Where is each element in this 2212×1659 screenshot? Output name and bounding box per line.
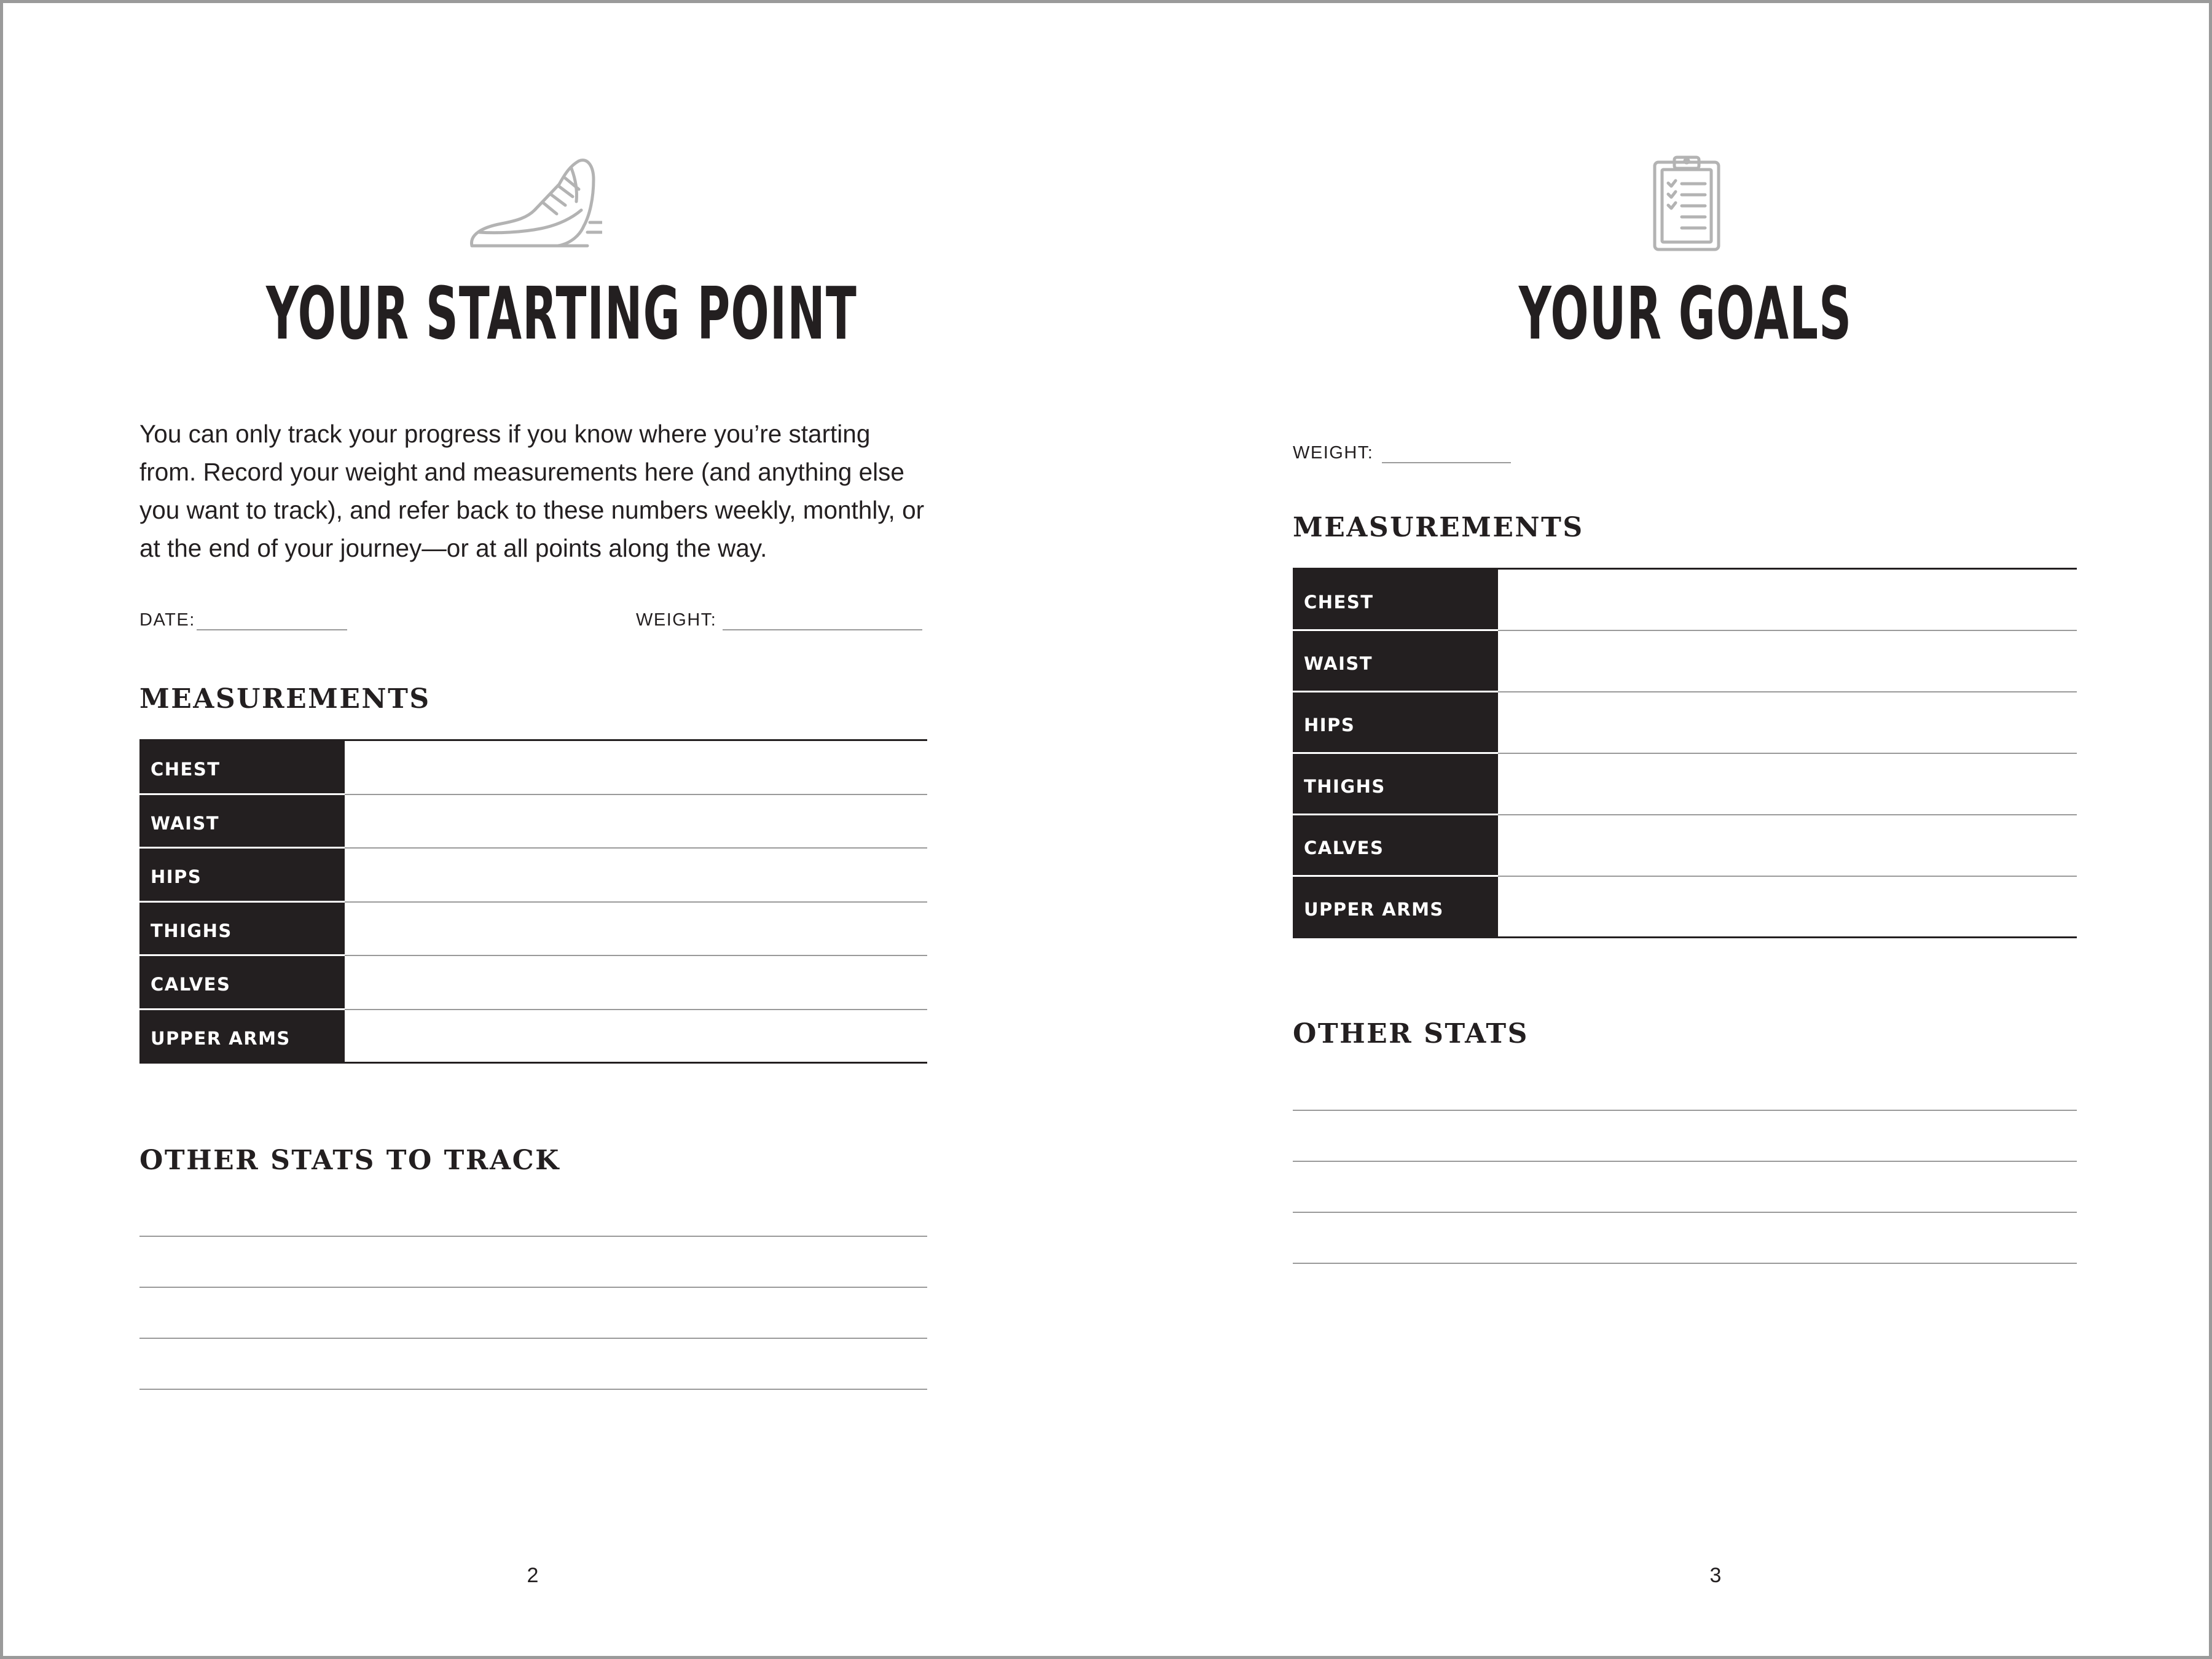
measurement-label: CHEST (139, 741, 345, 795)
measurement-entry-field[interactable] (345, 849, 927, 903)
measurement-entry-field[interactable] (1498, 877, 2077, 938)
measurement-label: CHEST (1293, 570, 1498, 631)
weight-line[interactable] (1382, 446, 1511, 463)
writing-line[interactable] (139, 1237, 927, 1288)
other-stats-lines (1293, 1060, 2077, 1264)
measurement-entry-field[interactable] (1498, 692, 2077, 754)
measurement-label: WAIST (1293, 631, 1498, 692)
measurement-label: HIPS (139, 849, 345, 903)
measurement-entry-field[interactable] (1498, 815, 2077, 877)
measurement-label: UPPER ARMS (1293, 877, 1498, 938)
measurement-row (139, 1010, 927, 1064)
writing-line[interactable] (139, 1339, 927, 1390)
measurement-row (1293, 692, 2077, 754)
measurement-entry-field[interactable] (1498, 631, 2077, 692)
measurement-entry-field[interactable] (345, 903, 927, 957)
left-page (3, 3, 1109, 1656)
page-title: YOUR GOALS (1518, 271, 1853, 356)
measurement-row (1293, 754, 2077, 815)
other-stats-heading: OTHER STATS TO TRACK (139, 1145, 560, 1176)
measurements-table (139, 739, 927, 1064)
other-stats-heading: OTHER STATS (1293, 1018, 1529, 1049)
measurement-row (1293, 877, 2077, 938)
measurement-label: WAIST (139, 795, 345, 849)
weight-label: WEIGHT: (1293, 443, 1374, 463)
sneaker-icon (467, 154, 602, 252)
page-title: YOUR STARTING POINT (266, 271, 857, 356)
measurement-row (139, 849, 927, 903)
measurement-label: CALVES (139, 956, 345, 1010)
page-number: 3 (1709, 1564, 1722, 1587)
measurement-label: THIGHS (1293, 754, 1498, 815)
measurement-row (1293, 570, 2077, 631)
measurement-row (1293, 815, 2077, 877)
writing-line[interactable] (1293, 1060, 2077, 1111)
measurement-label: CALVES (1293, 815, 1498, 877)
date-label: DATE: (139, 610, 195, 630)
intro-paragraph: You can only track your progress if you know where you’re starting from. Record your weight and measurements here (and anything else you want to track), and refer back to these numbers weekly, monthly, or at the end of your journey—or at all points along the way. (139, 420, 925, 562)
writing-line[interactable] (139, 1186, 927, 1237)
measurement-row (139, 956, 927, 1010)
measurement-entry-field[interactable] (1498, 754, 2077, 815)
right-page (1109, 3, 2209, 1656)
writing-line[interactable] (1293, 1162, 2077, 1213)
measurements-heading: MEASUREMENTS (1293, 512, 1584, 543)
measurement-label: HIPS (1293, 692, 1498, 754)
measurement-entry-field[interactable] (345, 795, 927, 849)
date-line[interactable] (197, 613, 347, 630)
measurement-row (1293, 631, 2077, 692)
measurement-row (139, 741, 927, 795)
page-number: 2 (527, 1564, 539, 1587)
writing-line[interactable] (1293, 1213, 2077, 1264)
measurement-entry-field[interactable] (345, 1010, 927, 1064)
weight-field[interactable] (636, 610, 922, 630)
clipboard-checklist-icon (1650, 154, 1724, 252)
goal-weight-field[interactable] (1293, 443, 1511, 463)
measurements-heading: MEASUREMENTS (139, 683, 431, 715)
measurement-entry-field[interactable] (345, 956, 927, 1010)
measurement-entry-field[interactable] (1498, 570, 2077, 631)
measurement-row (139, 903, 927, 957)
measurement-label: UPPER ARMS (139, 1010, 345, 1064)
measurement-entry-field[interactable] (345, 741, 927, 795)
measurement-row (139, 795, 927, 849)
writing-line[interactable] (1293, 1111, 2077, 1162)
measurements-table (1293, 568, 2077, 938)
weight-label: WEIGHT: (636, 610, 717, 630)
weight-line[interactable] (723, 613, 922, 630)
other-stats-lines (139, 1186, 927, 1390)
measurement-label: THIGHS (139, 903, 345, 957)
date-field[interactable] (139, 610, 347, 630)
writing-line[interactable] (139, 1288, 927, 1339)
